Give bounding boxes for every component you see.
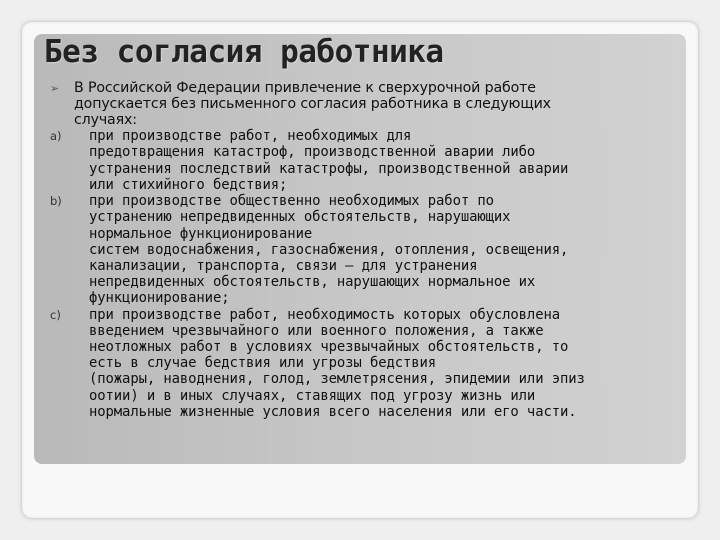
intro-line: случаях: [74,112,137,129]
list-item-line: при производстве общественно необходимых работ по [89,193,494,210]
list-item-line: неотложных работ в условиях чрезвычайных обстоятельств, то [89,338,569,355]
list-item-line: функционирование; [89,290,230,307]
arrow-bullet-icon: ➢ [50,82,60,95]
list-item-text [89,193,680,306]
list-item-text [89,128,680,193]
intro-paragraph [50,80,680,128]
slide-title: Без согласия работника [44,34,444,70]
list-item-c [50,307,680,420]
list-item-line: устранению непредвиденных обстоятельств, нарушающих [89,209,511,226]
list-item-line: при производстве работ, необходимых для [89,128,412,145]
list-item-line: канализации, транспорта, связи — для устранения [89,257,478,274]
list-item-line: систем водоснабжения, газоснабжения, отопления, освещения, [89,241,569,258]
list-item-a [50,128,680,193]
slide-body [50,80,680,420]
intro-line: допускается без письменного согласия работника в следующих [74,96,551,113]
list-item-line: устранения последствий катастрофы, производственной аварии [89,160,569,177]
list-item-line: нормальные жизненные условия всего населения или его части. [89,403,577,420]
list-item-line: непредвиденных обстоятельств, нарушающих нормальное их [89,274,536,291]
list-item-line: введением чрезвычайного или военного положения, а также [89,322,544,339]
intro-text [74,80,680,128]
list-item-line: (пожары, наводнения, голод, землетрясения, эпидемии или эпиз [89,371,585,388]
list-item-line: предотвращения катастроф, производственной аварии либо [89,144,536,161]
list-marker: a) [50,129,62,144]
list-item-line: оотии) и в иных случаях, ставящих под угрозу жизнь или [89,387,536,404]
list-item-b [50,193,680,306]
list-item-line: есть в случае бедствия или угрозы бедствия [89,355,437,372]
list-marker: b) [50,194,62,209]
list-item-line: при производстве работ, необходимость которых обусловлена [89,306,560,323]
list-item-line: нормальное функционирование [89,225,313,242]
list-marker: c) [50,307,61,322]
intro-line: В Российской Федерации привлечение к сверхурочной работе [74,80,536,96]
list-item-text [89,307,680,420]
list-item-line: или стихийного бедствия; [89,176,288,193]
